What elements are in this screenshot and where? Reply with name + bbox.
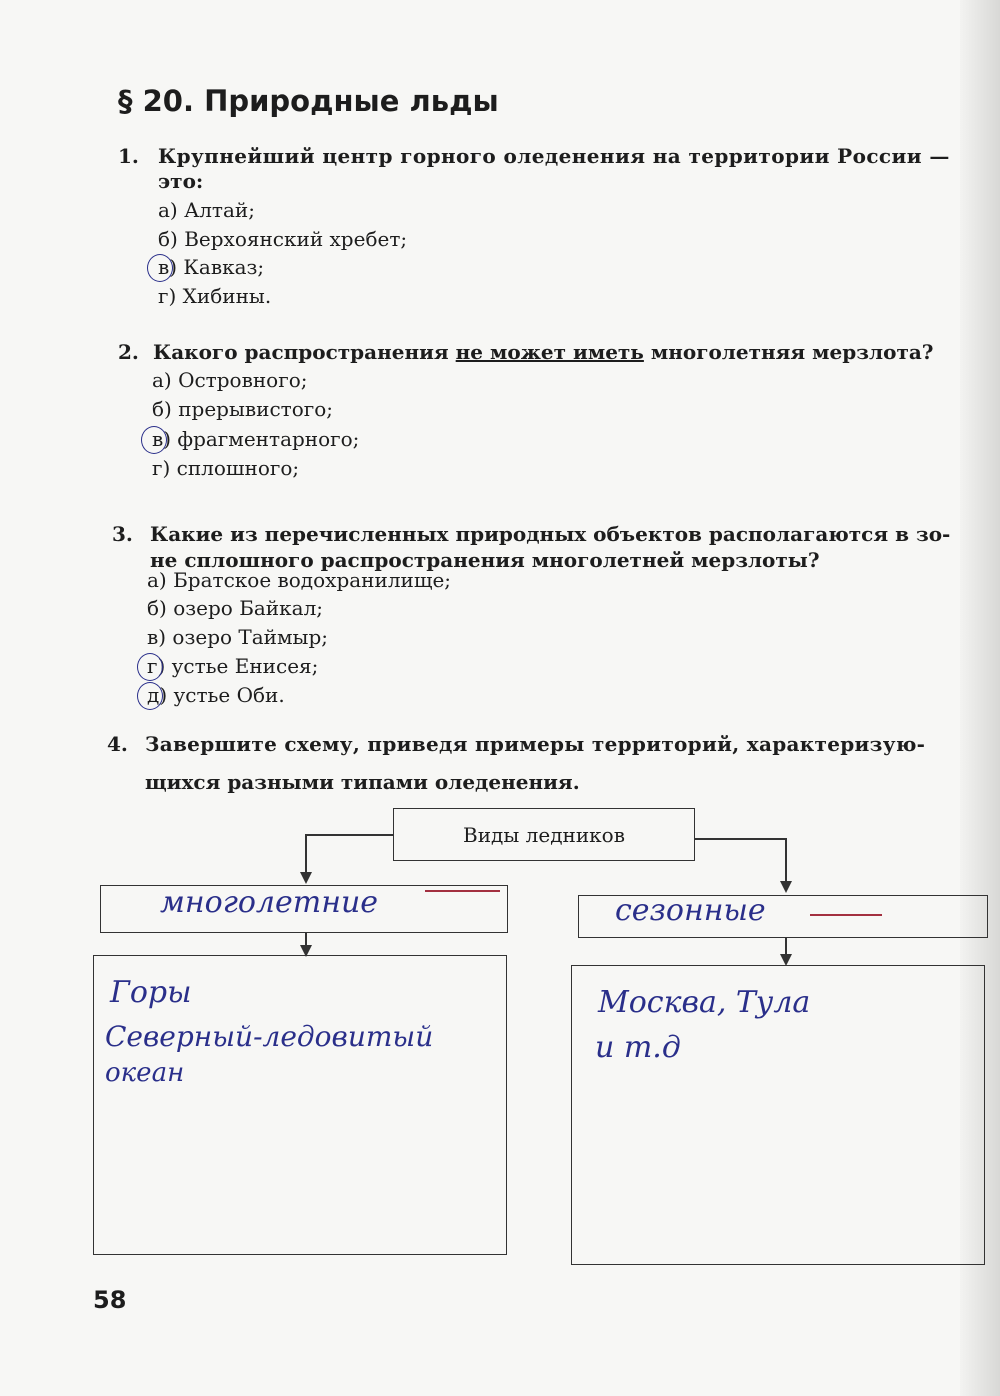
option: б) прерывистого;: [152, 397, 334, 421]
left-example: океан: [105, 1058, 185, 1088]
left-example: Северный-ледовитый: [105, 1020, 434, 1053]
question-4-number: 4.: [107, 732, 128, 756]
answer-circle: [147, 254, 173, 282]
option: б) озеро Байкал;: [147, 596, 324, 620]
question-3-text: Какие из перечисленных природных объектов располагаются в зо-: [150, 522, 951, 546]
option: в) озеро Таймыр;: [147, 625, 329, 649]
option: а) Братское водохранилище;: [147, 568, 452, 592]
right-type-handwriting: сезонные: [615, 893, 766, 928]
arrow-down-icon: [780, 881, 792, 893]
page-title: § 20. Природные льды: [118, 84, 499, 118]
connector: [785, 938, 787, 955]
option-selected[interactable]: в) Кавказ;: [158, 255, 265, 279]
q2-before: Какого распространения: [153, 340, 456, 364]
left-example: Горы: [110, 975, 192, 1010]
option: г) сплошного;: [152, 456, 300, 480]
question-4-text: Завершите схему, приведя примеры территорий, характеризую-: [145, 732, 926, 756]
q2-underlined: не может иметь: [455, 340, 644, 364]
answer-circle: [137, 653, 163, 681]
question-4-text-cont: щихся разными типами оледенения.: [145, 770, 580, 794]
answer-circle: [137, 682, 163, 710]
option: г) Хибины.: [158, 284, 272, 308]
connector: [695, 838, 785, 840]
diagram-root-label: Виды ледников: [463, 822, 625, 847]
right-example: и т.д: [595, 1030, 681, 1065]
option-selected[interactable]: д) устье Оби.: [147, 683, 285, 707]
page-number: 58: [93, 1286, 127, 1314]
left-type-handwriting: многолетние: [160, 885, 379, 920]
red-mark: [810, 914, 882, 916]
option-selected[interactable]: г) устье Енисея;: [147, 654, 319, 678]
option: а) Алтай;: [158, 198, 255, 222]
option: а) Островного;: [152, 368, 308, 392]
question-3-text-cont: не сплошного распространения многолетней мерзлоты?: [150, 548, 820, 572]
diagram-root-box: [393, 808, 695, 861]
connector: [305, 834, 393, 836]
answer-circle: [141, 426, 167, 454]
q2-after: многолетняя мерзлота?: [643, 340, 934, 364]
question-2-text: [153, 340, 934, 364]
question-2-number: 2.: [118, 340, 139, 364]
connector: [305, 834, 307, 874]
connector: [785, 838, 787, 882]
question-1-text-cont: это:: [158, 169, 204, 193]
option: б) Верхоянский хребет;: [158, 227, 408, 251]
option-selected[interactable]: в) фрагментарного;: [152, 427, 360, 451]
right-example: Москва, Тула: [598, 985, 811, 1020]
question-1-number: 1.: [118, 144, 139, 168]
red-mark: [425, 890, 500, 892]
arrow-down-icon: [300, 872, 312, 884]
question-3-number: 3.: [112, 522, 133, 546]
question-1-text: Крупнейший центр горного оледенения на территории России —: [158, 144, 950, 168]
